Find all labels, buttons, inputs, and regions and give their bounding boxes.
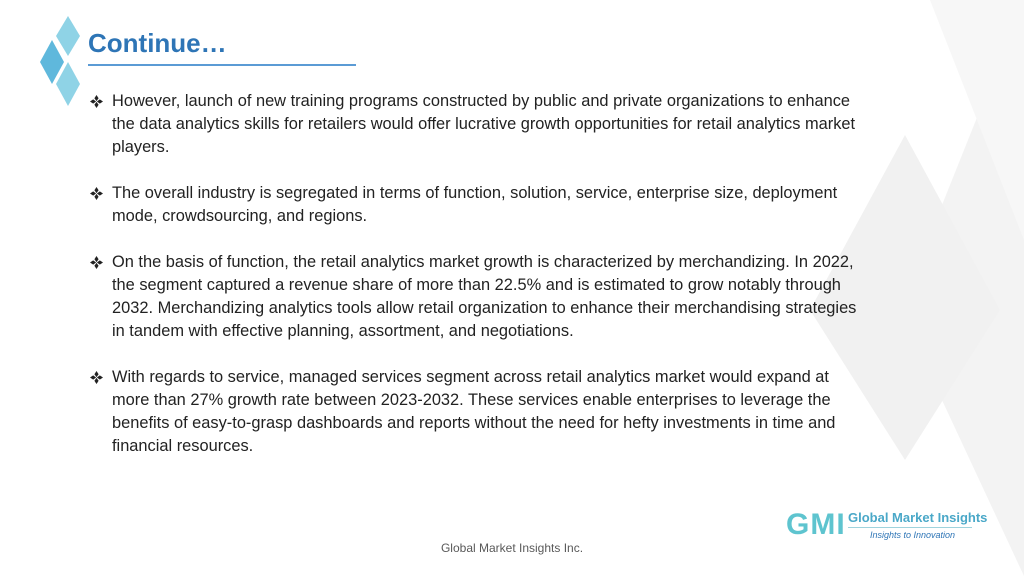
four-diamond-bullet-icon — [90, 371, 103, 384]
bullet-text: However, launch of new training programs constructed by public and private organizations to enhance the data analytics skills for retailers would offer lucrative growth opportunities for retail analytics market players. — [112, 92, 856, 156]
title-underline — [88, 64, 356, 66]
slide-title: Continue… — [88, 28, 227, 58]
four-diamond-bullet-icon — [90, 256, 103, 269]
four-diamond-bullet-icon — [90, 187, 103, 200]
bullet-text: On the basis of function, the retail analytics market growth is characterized by merchandizing. In 2022, the segment captured a revenue share of more than 22.5% and is estimated to grow notably through 2032. Merchandizing analytics tools allow retail organization to enhance their merchandising strategies in tandem with effective planning, assortment, and negotiations. — [112, 253, 857, 340]
corner-diamond-top — [56, 16, 80, 56]
bullet-item — [88, 90, 868, 159]
four-diamond-bullet-icon — [90, 95, 103, 108]
bullet-text: The overall industry is segregated in terms of function, solution, service, enterprise size, deployment mode, crowdsourcing, and regions. — [112, 184, 838, 225]
bullet-item — [88, 182, 868, 228]
bullet-list — [88, 90, 868, 481]
logo-mark: GMI — [786, 508, 846, 541]
logo-divider — [848, 527, 972, 528]
company-logo — [786, 506, 988, 546]
bullet-item — [88, 366, 868, 458]
logo-name: Global Market Insights — [848, 510, 988, 525]
bullet-item — [88, 251, 868, 343]
bullet-text: With regards to service, managed services segment across retail analytics market would expand at more than 27% growth rate between 2023-2032. These services enable enterprises to leverage the benefits of easy-to-grasp dashboards and reports without the need for hefty investments in time and financial resources. — [112, 368, 836, 455]
logo-tagline: Insights to Innovation — [870, 530, 956, 540]
slide-footer: Global Market Insights Inc. — [440, 541, 584, 555]
